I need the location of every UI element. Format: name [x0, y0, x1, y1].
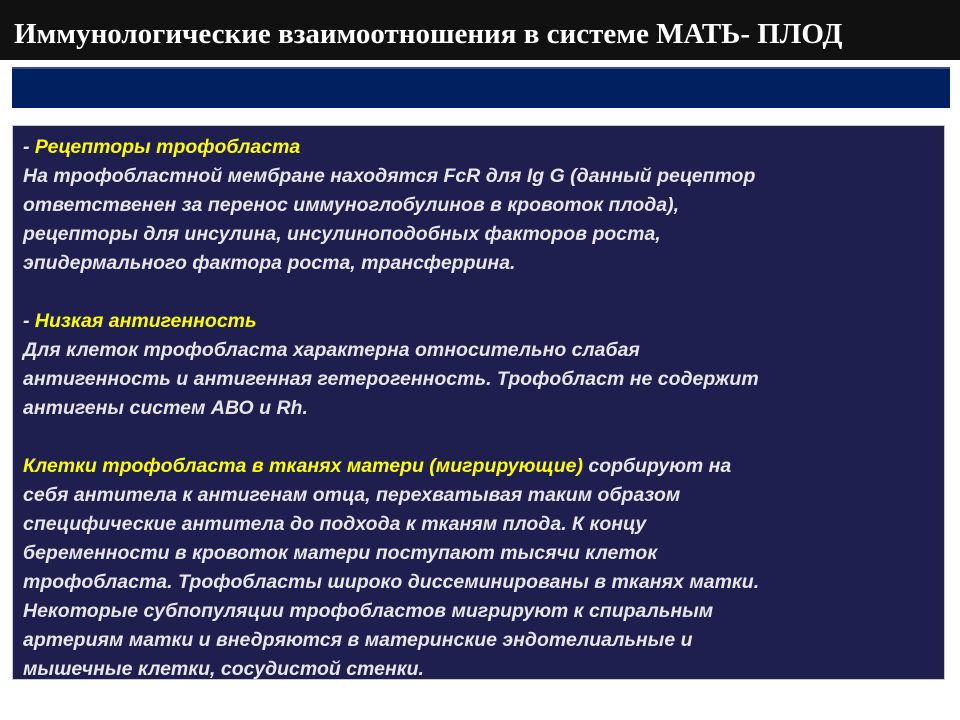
bullet-dash: - — [23, 136, 35, 158]
title-bar — [0, 0, 960, 60]
heading-text: Рецепторы трофобласта — [34, 136, 301, 158]
title-underline-band — [12, 67, 950, 108]
paragraph-line: специфические антитела до подхода к тканям плода. К концу — [23, 513, 647, 535]
section-antigenicity-heading — [23, 307, 944, 336]
paragraph-line: эпидермального фактора роста, трансферрина. — [23, 252, 516, 274]
bullet-dash: - — [23, 310, 35, 332]
paragraph-line: беременности в кровоток матери поступают тысячи клеток — [23, 542, 658, 564]
paragraph-line: рецепторы для инсулина, инсулиноподобных факторов роста, — [23, 223, 661, 245]
paragraph-line: ответственен за перенос иммуноглобулинов в кровоток плода), — [23, 194, 680, 216]
heading-text: Клетки трофобласта в тканях матери (мигрирующие) — [23, 455, 583, 477]
paragraph-line: себя антитела к антигенам отца, перехватывая таким образом — [23, 484, 681, 506]
content-box — [12, 125, 945, 680]
spacer — [23, 278, 944, 307]
section-receptors-heading — [23, 133, 944, 162]
paragraph-line: На трофобластной мембране находятся FcR для Ig G (данный рецептор — [23, 165, 756, 187]
paragraph-line: трофобласта. Трофобласты широко диссеминированы в тканях матки. — [23, 571, 760, 593]
line-rest: сорбируют на — [582, 455, 732, 477]
slide-title: Иммунологические взаимоотношения в системе МАТЬ- ПЛОД — [14, 18, 843, 50]
paragraph-line: Некоторые субпопуляции трофобластов мигрируют к спиральным — [23, 600, 714, 622]
paragraph-line: мышечные клетки, сосудистой стенки. — [23, 658, 424, 680]
paragraph-line: Для клеток трофобласта характерна относительно слабая — [23, 339, 640, 361]
paragraph-line: артериям матки и внедряются в материнские эндотелиальные и — [23, 629, 693, 651]
section-migrating-cells-first-line — [23, 452, 944, 481]
paragraph-line: антигенность и антигенная гетерогенность. Трофобласт не содержит — [23, 368, 759, 390]
spacer — [23, 423, 944, 452]
paragraph-line: антигены систем АВО и Rh. — [23, 397, 308, 419]
heading-text: Низкая антигенность — [34, 310, 257, 332]
